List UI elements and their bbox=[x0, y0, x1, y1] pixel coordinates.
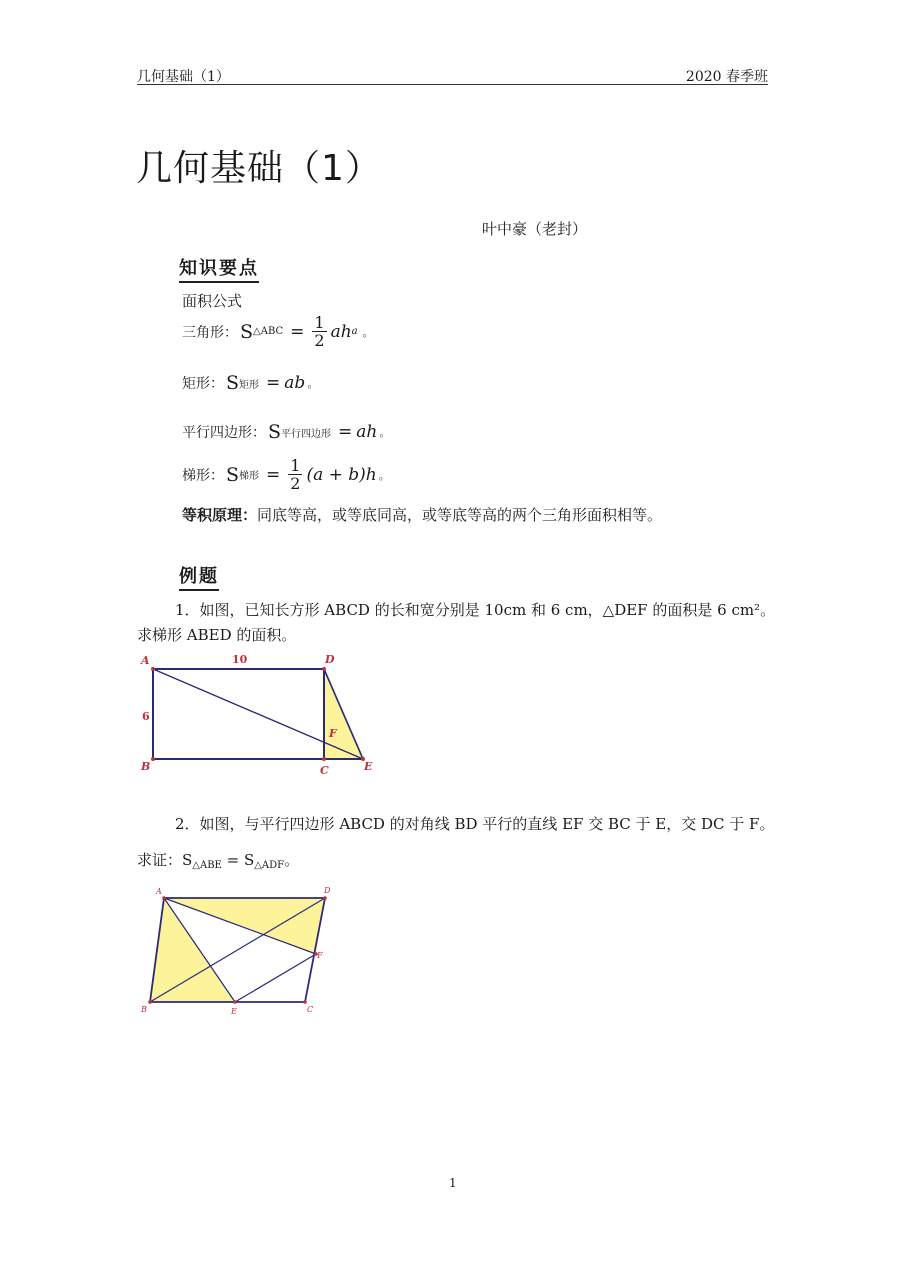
trapezoid-denominator: 2 bbox=[290, 474, 301, 493]
figure2-line-ef bbox=[235, 954, 316, 1002]
triangle-end: 。 bbox=[362, 325, 374, 339]
trapezoid-symbol: S bbox=[226, 463, 240, 486]
problem2-prefix: 求证：S bbox=[137, 851, 193, 869]
figure2-parallelogram-diagram bbox=[136, 882, 336, 1018]
figure1-rectangle-abcd bbox=[153, 669, 324, 759]
problem2-line1: 2．如图，与平行四边形 ABCD 的对角线 BD 平行的直线 EF 交 BC 于 E，交 DC 于 F。 bbox=[175, 815, 775, 833]
trapezoid-end: 。 bbox=[378, 468, 390, 482]
figure2-point-c bbox=[303, 1000, 307, 1004]
triangle-expr: ah bbox=[330, 321, 352, 342]
triangle-label: 三角形： bbox=[182, 324, 238, 341]
triangle-subscript: △ABC bbox=[253, 326, 284, 337]
trapezoid-formula bbox=[182, 457, 390, 492]
parallelogram-label: 平行四边形： bbox=[182, 425, 266, 441]
rectangle-subscript: 矩形 bbox=[239, 379, 260, 391]
triangle-formula bbox=[182, 314, 374, 349]
parallelogram-end: 。 bbox=[379, 426, 391, 439]
rectangle-expr: ab bbox=[284, 373, 306, 393]
rectangle-end: 。 bbox=[307, 377, 319, 390]
principle-label: 等积原理： bbox=[182, 506, 258, 524]
problem1-line1: 1．如图，已知长方形 ABCD 的长和宽分别是 10cm 和 6 cm，△DEF 的面积是 6 cm²。 bbox=[175, 601, 776, 619]
header-left: 几何基础（1） bbox=[137, 69, 230, 85]
problem2-end: 。 bbox=[284, 851, 300, 869]
examples-heading: 例题 bbox=[179, 562, 219, 591]
header-rule bbox=[137, 84, 768, 85]
triangle-symbol: S bbox=[240, 320, 254, 343]
figure1-label-e: E bbox=[364, 760, 373, 773]
problem2-sub1: △ABE bbox=[192, 860, 222, 871]
figure1-point-d bbox=[322, 667, 326, 671]
figure2-point-e bbox=[233, 1000, 237, 1004]
author: 叶中豪（老封） bbox=[482, 220, 588, 238]
figure1-label-c: C bbox=[320, 764, 329, 777]
trapezoid-expr: (a + b)h bbox=[306, 464, 377, 485]
trapezoid-equals: = bbox=[266, 464, 281, 485]
parallelogram-symbol: S bbox=[268, 421, 282, 443]
equal-area-principle bbox=[182, 503, 662, 527]
figure2-label-a: A bbox=[156, 887, 162, 896]
trapezoid-label: 梯形： bbox=[182, 467, 224, 484]
rectangle-label: 矩形： bbox=[182, 376, 224, 392]
figure1-width-label: 6 bbox=[142, 710, 150, 723]
figure2-point-b bbox=[148, 1000, 152, 1004]
figure1-length-label: 10 bbox=[232, 653, 248, 666]
problem2-sub2: △ADF bbox=[254, 860, 285, 871]
parallelogram-equals: = bbox=[338, 422, 353, 442]
figure1-label-b: B bbox=[141, 760, 151, 773]
rectangle-symbol: S bbox=[226, 372, 240, 394]
figure2-label-c: C bbox=[307, 1005, 314, 1014]
figure1-label-f: F bbox=[329, 727, 337, 740]
page-title: 几何基础（1） bbox=[136, 148, 382, 189]
figure1-point-c bbox=[322, 757, 326, 761]
rectangle-equals: = bbox=[266, 373, 281, 393]
figure2-label-b: B bbox=[141, 1005, 147, 1014]
triangle-fraction bbox=[312, 314, 326, 349]
figure2-point-a bbox=[162, 896, 166, 900]
parallelogram-expr: ah bbox=[356, 422, 378, 442]
figure1-label-d: D bbox=[325, 653, 335, 666]
figure2-label-f: F bbox=[317, 951, 323, 960]
figure2-point-d bbox=[323, 896, 327, 900]
figure2-label-d: D bbox=[324, 886, 331, 895]
problem1-line2: 求梯形 ABED 的面积。 bbox=[137, 626, 297, 644]
triangle-denominator: 2 bbox=[314, 331, 325, 350]
principle-text: 同底等高，或等底同高，或等底等高的两个三角形面积相等。 bbox=[257, 506, 663, 524]
area-formula-heading: 面积公式 bbox=[182, 292, 243, 310]
triangle-expr-sub: a bbox=[351, 326, 358, 337]
header-right: 2020 春季班 bbox=[685, 69, 768, 85]
triangle-numerator: 1 bbox=[314, 313, 325, 332]
problem2-eq: = S bbox=[221, 851, 255, 869]
page-number: 1 bbox=[449, 1176, 457, 1190]
figure2-label-e: E bbox=[231, 1007, 237, 1016]
parallelogram-formula bbox=[182, 421, 390, 443]
trapezoid-subscript: 梯形 bbox=[239, 471, 260, 482]
figure1-point-b bbox=[151, 757, 155, 761]
figure1-point-a bbox=[151, 667, 155, 671]
triangle-equals: = bbox=[290, 321, 305, 342]
problem2-line2 bbox=[137, 848, 299, 878]
figure1-rectangle-diagram bbox=[136, 648, 386, 778]
figure1-label-a: A bbox=[141, 654, 150, 667]
rectangle-formula bbox=[182, 372, 318, 394]
knowledge-heading: 知识要点 bbox=[179, 254, 259, 283]
parallelogram-subscript: 平行四边形 bbox=[281, 428, 332, 440]
trapezoid-numerator: 1 bbox=[290, 456, 301, 475]
trapezoid-fraction bbox=[288, 457, 302, 492]
